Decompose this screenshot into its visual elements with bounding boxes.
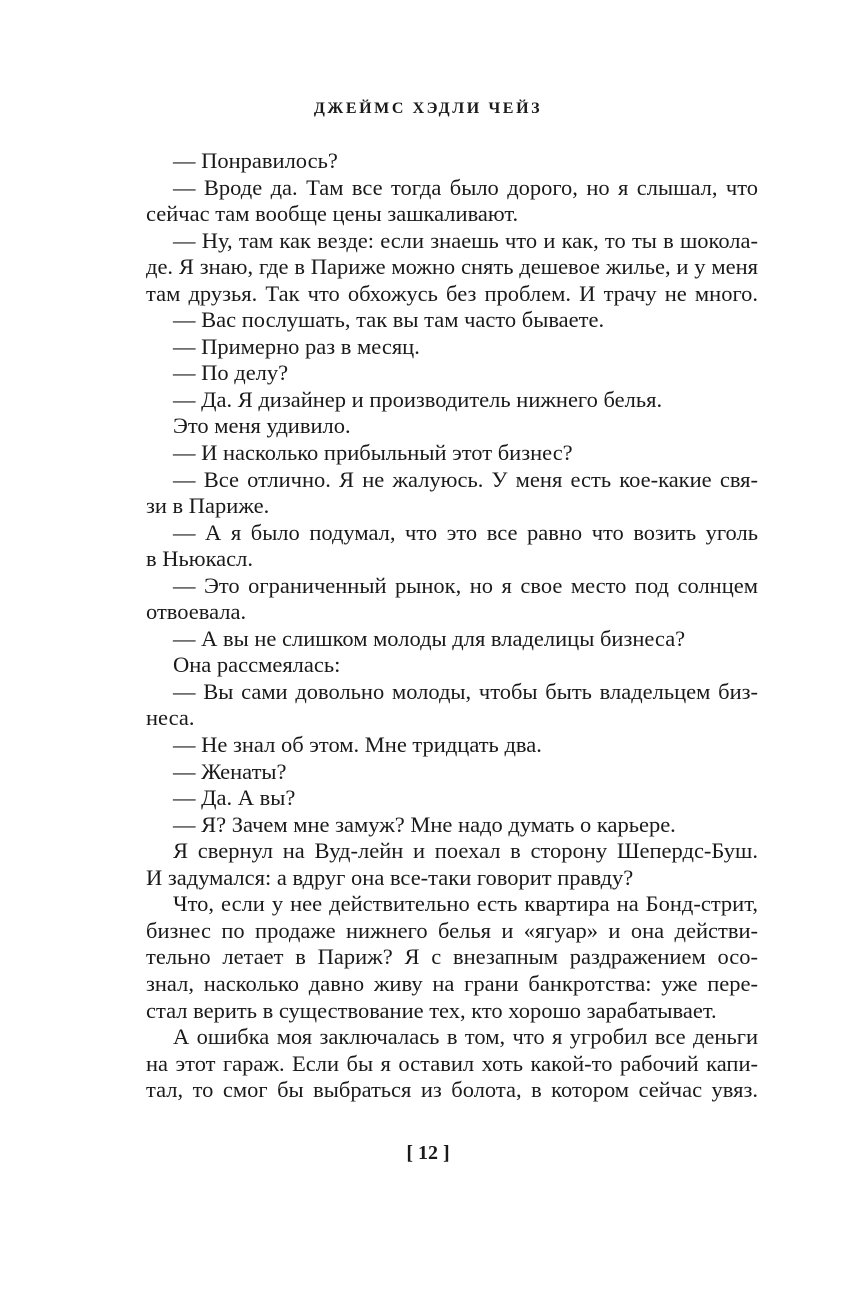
text-line: там друзья. Так что обхожусь без проблем. И трачу не много. xyxy=(146,280,758,306)
text-line: — Примерно раз в месяц. xyxy=(173,333,420,359)
text-line: зи в Париже. xyxy=(146,493,270,519)
text-line: стал верить в существование тех, кто хорошо зарабатывает. xyxy=(146,997,717,1023)
text-line: — И насколько прибыльный этот бизнес? xyxy=(173,440,573,466)
text-line: отвоевала. xyxy=(146,599,247,625)
text-line: — Вас послушать, так вы там часто бываете. xyxy=(173,307,605,333)
text-line: — Понравилось? xyxy=(173,148,338,173)
text-line: — Все отлично. Я не жалуюсь. У меня есть кое-какие свя- xyxy=(173,466,758,492)
text-line: сейчас там вообще цены зашкаливают. xyxy=(146,201,519,227)
text-line: Что, если у нее действительно есть квартира на Бонд-стрит, xyxy=(173,891,758,917)
text-line: Это меня удивило. xyxy=(173,413,351,439)
text-line: — А вы не слишком молоды для владелицы бизнеса? xyxy=(173,625,686,651)
text-line: И задумался: а вдруг она все-таки говорит правду? xyxy=(146,864,634,890)
text-line: — По делу? xyxy=(173,360,289,386)
text-line: А ошибка моя заключалась в том, что я угробил все деньги xyxy=(173,1024,758,1050)
text-line: — Вроде да. Там все тогда было дорого, но я слышал, что xyxy=(173,174,758,200)
text-line: Она рассмеялась: xyxy=(173,652,341,678)
page-number: [ 12 ] xyxy=(406,1142,450,1164)
text-line: — Вы сами довольно молоды, чтобы быть владельцем биз- xyxy=(173,678,758,704)
text-line: в Ньюкасл. xyxy=(146,546,253,572)
text-line: — Женаты? xyxy=(173,758,287,784)
text-line: — Это ограниченный рынок, но я свое место под солнцем xyxy=(173,572,758,598)
text-line: де. Я знаю, где в Париже можно снять дешевое жилье, и у меня xyxy=(146,254,758,280)
text-line: неса. xyxy=(146,705,195,731)
text-line: — Не знал об этом. Мне тридцать два. xyxy=(173,732,542,758)
text-line: — Да. А вы? xyxy=(173,785,296,811)
text-line: — Да. Я дизайнер и производитель нижнего белья. xyxy=(173,386,663,412)
text-line: — А я было подумал, что это все равно что возить уголь xyxy=(173,519,758,545)
text-line: — Ну, там как везде: если знаешь что и как, то ты в шокола- xyxy=(173,227,758,253)
body-text xyxy=(146,148,758,1104)
text-line: бизнес по продаже нижнего белья и «ягуар» и она действи- xyxy=(146,917,758,943)
text-line: на этот гараж. Если бы я оставил хоть какой-то рабочий капи- xyxy=(146,1050,758,1076)
text-line: знал, насколько давно живу на грани банкротства: уже пере- xyxy=(146,970,758,996)
text-line: тельно летает в Париж? Я с внезапным раздражением осо- xyxy=(146,944,758,970)
text-line: тал, то смог бы выбраться из болота, в котором сейчас увяз. xyxy=(146,1077,758,1103)
running-title: ДЖЕЙМС ХЭДЛИ ЧЕЙЗ xyxy=(313,100,543,117)
text-line: Я свернул на Вуд-лейн и поехал в сторону Шепердс-Буш. xyxy=(173,838,758,864)
text-line: — Я? Зачем мне замуж? Мне надо думать о карьере. xyxy=(173,811,676,837)
